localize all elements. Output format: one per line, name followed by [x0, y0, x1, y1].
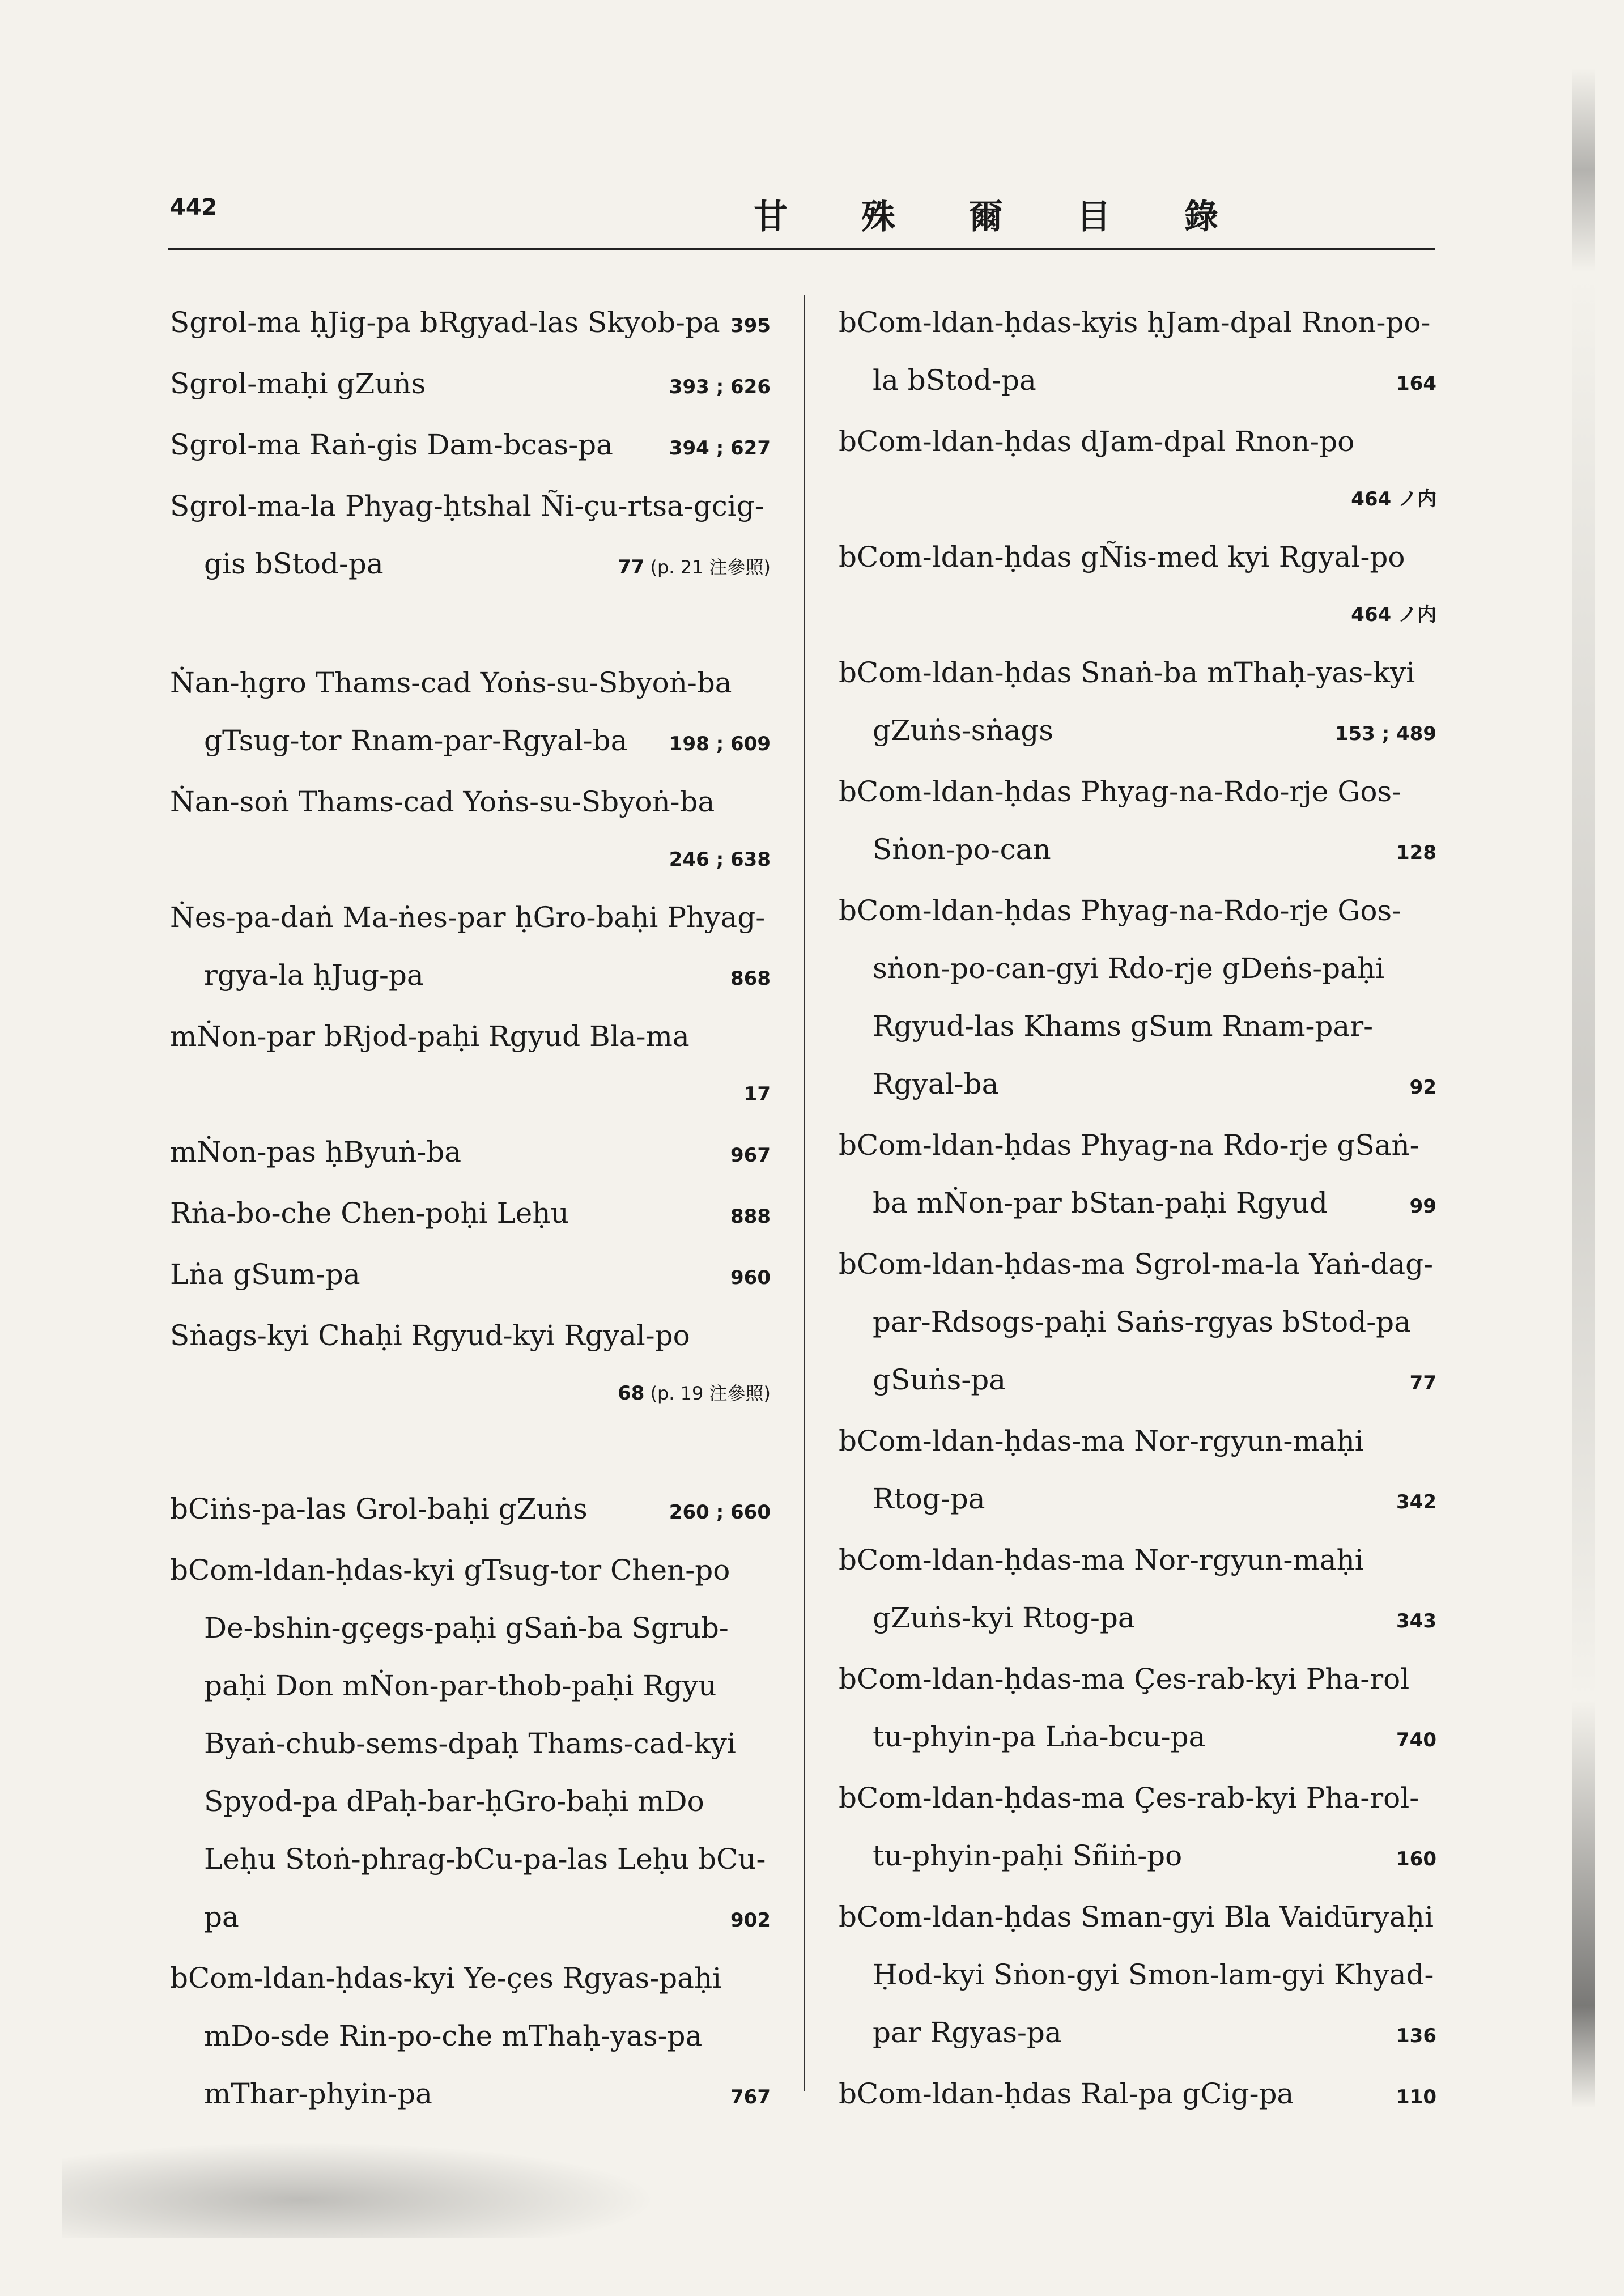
- entry-line: [170, 1184, 771, 1245]
- entry-title-text: mDo-sde Rin-po-che mThaḥ-yas-pa: [204, 2019, 703, 2052]
- index-entry: [839, 528, 1436, 644]
- column-divider: [804, 295, 805, 2091]
- entry-reference: [669, 419, 771, 477]
- entry-title-text: Lṅa gSum-pa: [170, 1258, 360, 1291]
- entry-reference: [730, 1126, 771, 1184]
- entry-title-text: Sgrol-ma Raṅ-gis Dam-bcas-pa: [170, 428, 613, 461]
- entry-line: [839, 1293, 1436, 1351]
- entry-reference: [730, 1249, 771, 1307]
- entry-reference-number: 153 ; 489: [1334, 722, 1436, 745]
- entry-title-text: bCom-ldan-ḥdas-ma Nor-rgyun-maḥi: [839, 1544, 1364, 1576]
- entry-line: [839, 1827, 1436, 1888]
- entry-line: [170, 1888, 771, 1949]
- entry-title-text: Sgrol-ma-la Phyag-ḥtshal Ñi-çu-rtsa-gcig-: [170, 490, 764, 522]
- entry-title-text: gZuṅs-sṅags: [873, 714, 1054, 747]
- entry-line: [839, 351, 1436, 413]
- entry-line: [839, 1531, 1436, 1589]
- index-entry: [839, 1412, 1436, 1531]
- entry-reference-number: 868: [730, 967, 771, 990]
- entry-title-text: bCom-ldan-ḥdas-ma Çes-rab-kyi Pha-rol: [839, 1663, 1410, 1695]
- index-entry: [839, 413, 1436, 528]
- entry-title-text: bCom-ldan-ḥdas-ma Sgrol-ma-la Yaṅ-dag-: [839, 1248, 1433, 1281]
- entry-reference-number: 343: [1396, 1610, 1436, 1632]
- entry-reference: [669, 715, 771, 773]
- entry-title-text: Ṅan-soṅ Thams-cad Yoṅs-su-Sbyoṅ-ba: [170, 785, 715, 818]
- entry-title-text: gZuṅs-kyi Rtog-pa: [873, 1601, 1135, 1634]
- index-entry: [170, 1480, 771, 1541]
- index-entry: [170, 1949, 771, 2126]
- entry-reference: [1335, 705, 1436, 763]
- entry-reference-number: 77: [618, 556, 645, 579]
- entry-line: [170, 1245, 771, 1307]
- entry-reference: [1396, 1830, 1436, 1888]
- page-header: [170, 190, 1434, 235]
- entry-line: [170, 1599, 771, 1657]
- entry-reference-number: 464 ノ内: [1351, 488, 1436, 511]
- entry-line: [839, 763, 1436, 820]
- index-entry: [839, 1235, 1436, 1412]
- entry-reference: [1396, 1473, 1436, 1531]
- entry-reference-number: 160: [1396, 1848, 1436, 1870]
- entry-line: [839, 1470, 1436, 1531]
- entry-line: [839, 1589, 1436, 1650]
- index-entry: [170, 1007, 771, 1123]
- scan-noise: [62, 2142, 657, 2238]
- entry-reference-number: 394 ; 627: [669, 437, 771, 460]
- entry-title-text: bCiṅs-pa-las Grol-baḥi gZuṅs: [170, 1493, 588, 1525]
- entry-title-text: sṅon-po-can-gyi Rdo-rje gDeṅs-paḥi: [873, 952, 1385, 985]
- index-entry: [170, 477, 771, 596]
- page-number: 442: [170, 194, 218, 220]
- index-entry: [170, 1245, 771, 1307]
- entry-title-text: gis bStod-pa: [204, 547, 384, 580]
- entry-line: [839, 1888, 1436, 1946]
- left-column: [170, 294, 771, 2126]
- entry-title-text: tu-phyin-pa Lṅa-bcu-pa: [873, 1720, 1206, 1753]
- entry-title-text: Byaṅ-chub-sems-dpaḥ Thams-cad-kyi: [204, 1727, 736, 1760]
- entry-title-text: Rgyal-ba: [873, 1068, 999, 1100]
- entry-line: [170, 1830, 771, 1888]
- entry-title-text: Sṅon-po-can: [873, 833, 1051, 866]
- index-entry: [170, 773, 771, 888]
- entry-title-text: De-bshin-gçegs-paḥi gSaṅ-ba Sgrub-: [204, 1612, 729, 1644]
- entry-title-text: Sgrol-ma ḥJig-pa bRgyad-las Skyob-pa: [170, 306, 720, 339]
- scan-edge-noise: [1572, 68, 1595, 2108]
- entry-reference-number: 77: [1409, 1372, 1436, 1394]
- index-entry: [170, 1307, 771, 1422]
- entry-line: [170, 2065, 771, 2126]
- entry-title-text: Sgrol-maḥi gZuṅs: [170, 367, 426, 400]
- entry-title-text: ba mṄon-par bStan-paḥi Rgyud: [873, 1187, 1328, 1219]
- entry-reference: [1351, 470, 1436, 528]
- entry-title-text: pa: [204, 1900, 239, 1933]
- entry-title-text: bCom-ldan-ḥdas-kyi Ye-çes Rgyas-paḥi: [170, 1962, 722, 1995]
- entry-title-text: gTsug-tor Rnam-par-Rgyal-ba: [204, 724, 628, 757]
- entry-reference-line: [839, 470, 1436, 528]
- entry-title-text: mThar-phyin-pa: [204, 2077, 432, 2110]
- entry-reference: [1410, 1058, 1436, 1116]
- entry-reference-number: 136: [1396, 2025, 1436, 2047]
- entry-reference-line: [170, 1065, 771, 1123]
- entry-line: [839, 1708, 1436, 1769]
- index-entry: [170, 355, 771, 416]
- index-entry: [839, 294, 1436, 413]
- index-entry: [170, 654, 771, 773]
- entry-line: [170, 773, 771, 831]
- entry-title-text: bCom-ldan-ḥdas dJam-dpal Rnon-po: [839, 425, 1355, 458]
- entry-line: [839, 644, 1436, 701]
- index-entry: [170, 1541, 771, 1949]
- index-entry: [170, 294, 771, 355]
- entry-reference: [1396, 2007, 1436, 2065]
- entry-reference: [1396, 355, 1436, 413]
- entry-line: [839, 820, 1436, 882]
- entry-line: [170, 416, 771, 477]
- entry-title-text: Rṅa-bo-che Chen-poḥi Leḥu: [170, 1197, 569, 1230]
- entry-line: [839, 939, 1436, 997]
- entry-line: [170, 477, 771, 535]
- entry-line: [170, 1123, 771, 1184]
- entry-title-text: bCom-ldan-ḥdas Phyag-na Rdo-rje gSaṅ-: [839, 1129, 1419, 1162]
- entry-line: [839, 1116, 1436, 1174]
- entry-reference: [669, 1483, 771, 1541]
- section-gap: [170, 1422, 771, 1480]
- entry-line: [839, 1235, 1436, 1293]
- entry-title-text: bCom-ldan-ḥdas Sman-gyi Bla Vaidūryaḥi: [839, 1900, 1434, 1933]
- entry-line: [170, 1715, 771, 1772]
- entry-title-text: bCom-ldan-ḥdas-ma Nor-rgyun-maḥi: [839, 1425, 1364, 1457]
- entry-title-text: Rgyud-las Khams gSum Rnam-par-: [873, 1010, 1374, 1043]
- entry-title-text: Rtog-pa: [873, 1482, 985, 1515]
- entry-reference: [1396, 2068, 1436, 2126]
- entry-title-text: par-Rdsogs-paḥi Saṅs-rgyas bStod-pa: [873, 1306, 1411, 1338]
- entry-line: [839, 1650, 1436, 1708]
- index-entry: [839, 1531, 1436, 1650]
- entry-line: [170, 1541, 771, 1599]
- entry-reference-number: 740: [1396, 1729, 1436, 1751]
- entry-title-text: rgya-la ḥJug-pa: [204, 959, 424, 992]
- entry-reference-number: 246 ; 638: [669, 848, 771, 871]
- entry-title-text: bCom-ldan-ḥdas Phyag-na-Rdo-rje Gos-: [839, 775, 1401, 808]
- entry-reference-note: (p. 19 注參照): [650, 1383, 771, 1404]
- entry-title-text: bCom-ldan-ḥdas Ral-pa gCig-pa: [839, 2077, 1294, 2110]
- entry-line: [839, 2065, 1436, 2126]
- entry-line: [170, 888, 771, 946]
- entry-line: [839, 1946, 1436, 2004]
- entry-line: [170, 1949, 771, 2007]
- entry-reference: [1410, 1177, 1436, 1235]
- entry-reference: [1396, 1592, 1436, 1650]
- entry-title-text: bCom-ldan-ḥdas-kyis ḥJam-dpal Rnon-po-: [839, 306, 1431, 339]
- entry-line: [170, 355, 771, 416]
- entry-line: [839, 1055, 1436, 1116]
- entry-title-text: Sṅags-kyi Chaḥi Rgyud-kyi Rgyal-po: [170, 1319, 690, 1352]
- index-entry: [839, 644, 1436, 763]
- entry-line: [839, 1769, 1436, 1827]
- entry-line: [839, 294, 1436, 351]
- entry-title-text: paḥi Don mṄon-par-thob-paḥi Rgyu: [204, 1669, 717, 1702]
- index-entry: [170, 1184, 771, 1245]
- entry-line: [839, 997, 1436, 1055]
- entry-title-text: la bStod-pa: [873, 364, 1036, 397]
- entry-reference-number: 960: [730, 1266, 771, 1289]
- entry-reference: [669, 831, 771, 888]
- entry-reference-number: 198 ; 609: [669, 733, 771, 755]
- entry-line: [170, 1772, 771, 1830]
- entry-reference-number: 767: [730, 2086, 771, 2108]
- entry-line: [170, 294, 771, 355]
- entry-reference-number: 902: [730, 1909, 771, 1932]
- entry-reference: [618, 1364, 771, 1422]
- index-entry: [170, 1123, 771, 1184]
- entry-title-text: bCom-ldan-ḥdas Snaṅ-ba mThaḥ-yas-kyi: [839, 656, 1415, 689]
- index-entry: [170, 888, 771, 1007]
- entry-title-text: Leḥu Stoṅ-phrag-bCu-pa-las Leḥu bCu-: [204, 1843, 766, 1876]
- entry-line: [839, 1412, 1436, 1470]
- entry-line: [170, 1307, 771, 1364]
- entry-title-text: mṄon-par bRjod-paḥi Rgyud Bla-ma: [170, 1020, 690, 1053]
- entry-reference: [744, 1065, 771, 1123]
- entry-line: [170, 1657, 771, 1715]
- entry-title-text: bCom-ldan-ḥdas-ma Çes-rab-kyi Pha-rol-: [839, 1781, 1419, 1814]
- entry-reference-number: 967: [730, 1144, 771, 1167]
- entry-reference-line: [839, 586, 1436, 644]
- entry-line: [170, 654, 771, 712]
- entry-reference: [730, 297, 771, 355]
- entry-title-text: Ḥod-kyi Sṅon-gyi Smon-lam-gyi Khyad-: [873, 1958, 1434, 1991]
- entry-title-text: Ṅes-pa-daṅ Ma-ṅes-par ḥGro-baḥi Phyag-: [170, 901, 766, 934]
- entry-reference: [1396, 824, 1436, 882]
- entry-reference-number: 17: [743, 1083, 771, 1106]
- entry-reference: [730, 950, 771, 1007]
- entry-title-text: bCom-ldan-ḥdas-kyi gTsug-tor Chen-po: [170, 1554, 730, 1587]
- entry-reference-number: 464 ノ内: [1351, 603, 1436, 626]
- entry-title-text: mṄon-pas ḥByuṅ-ba: [170, 1136, 462, 1168]
- entry-reference: [730, 1891, 771, 1949]
- index-entry: [839, 1769, 1436, 1888]
- entry-line: [170, 535, 771, 596]
- entry-reference-number: 393 ; 626: [669, 376, 771, 398]
- index-entry: [839, 763, 1436, 882]
- entry-reference-number: 110: [1396, 2086, 1436, 2108]
- header-rule: [168, 248, 1435, 250]
- entry-title-text: bCom-ldan-ḥdas Phyag-na-Rdo-rje Gos-: [839, 894, 1401, 927]
- entry-reference: [1396, 1711, 1436, 1769]
- index-entry: [839, 1116, 1436, 1235]
- entry-line: [170, 1007, 771, 1065]
- entry-title-text: bCom-ldan-ḥdas gÑis-med kyi Rgyal-po: [839, 541, 1405, 573]
- index-entry: [839, 2065, 1436, 2126]
- entry-line: [839, 413, 1436, 470]
- entry-reference-line: [170, 1364, 771, 1422]
- index-entry: [170, 416, 771, 477]
- entry-reference-number: 395: [730, 314, 771, 337]
- entry-line: [839, 1351, 1436, 1412]
- entry-reference-line: [170, 831, 771, 888]
- entry-title-text: gSuṅs-pa: [873, 1363, 1006, 1396]
- entry-line: [170, 1480, 771, 1541]
- entry-reference-number: 68: [618, 1382, 645, 1405]
- entry-line: [839, 701, 1436, 763]
- entry-reference-number: 164: [1396, 372, 1436, 395]
- section-gap: [170, 596, 771, 654]
- entry-line: [839, 2004, 1436, 2065]
- entry-reference-note: (p. 21 注參照): [650, 556, 771, 578]
- right-column: [839, 294, 1436, 2126]
- entry-title-text: Spyod-pa dPaḥ-bar-ḥGro-baḥi mDo: [204, 1785, 704, 1818]
- index-entry: [839, 882, 1436, 1116]
- index-entry: [839, 1650, 1436, 1769]
- entry-title-text: tu-phyin-paḥi Sñiṅ-po: [873, 1839, 1183, 1872]
- entry-title-text: Ṅan-ḥgro Thams-cad Yoṅs-su-Sbyoṅ-ba: [170, 666, 732, 699]
- entry-line: [170, 712, 771, 773]
- entry-reference: [669, 358, 771, 416]
- entry-line: [839, 528, 1436, 586]
- entry-reference: [1410, 1354, 1436, 1412]
- entry-line: [170, 946, 771, 1007]
- entry-line: [839, 1174, 1436, 1235]
- entry-reference: [618, 538, 771, 596]
- entry-reference-number: 99: [1409, 1195, 1436, 1218]
- entry-title-text: par Rgyas-pa: [873, 2016, 1062, 2049]
- entry-reference-number: 92: [1409, 1076, 1436, 1099]
- entry-reference-number: 342: [1396, 1491, 1436, 1513]
- entry-reference-number: 260 ; 660: [669, 1501, 771, 1524]
- index-entry: [839, 1888, 1436, 2065]
- entry-reference: [730, 1188, 771, 1245]
- entry-reference: [730, 2068, 771, 2126]
- entry-reference-number: 888: [730, 1205, 771, 1228]
- entry-reference-number: 128: [1396, 841, 1436, 864]
- entry-line: [170, 2007, 771, 2065]
- running-title: 甘殊爾目錄: [754, 197, 1292, 237]
- entry-line: [839, 882, 1436, 939]
- entry-reference: [1351, 586, 1436, 644]
